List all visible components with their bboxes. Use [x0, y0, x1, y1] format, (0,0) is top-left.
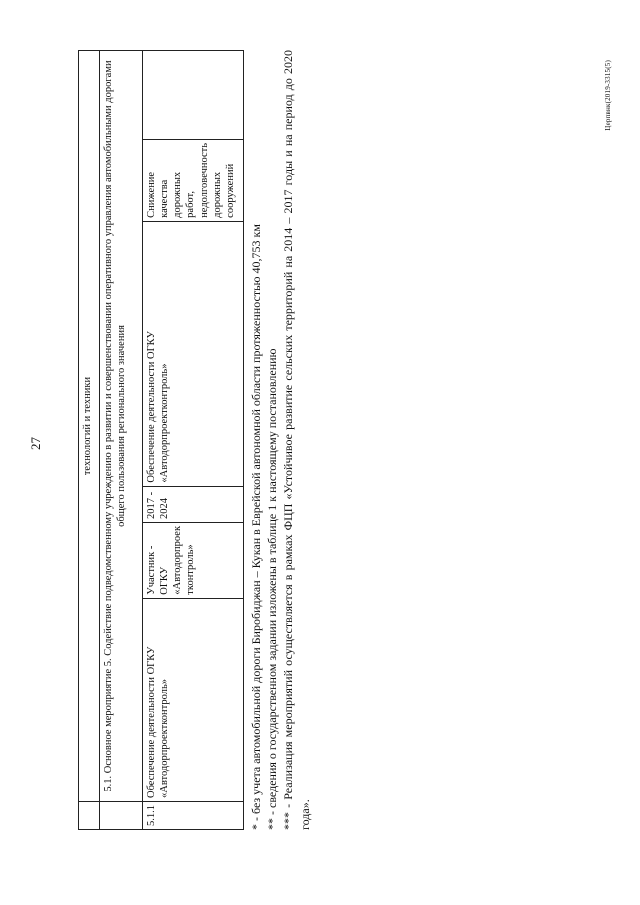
footnote: *** - Реализация мероприятий осуществляется в рамках ФЦП «Устойчивое развитие сельских территорий на 2014 – 2017 годы и на период до 2020 года». [281, 50, 312, 830]
footnote: ** - сведения о государственном задании изложены в таблице 1 к настоящему постановлению [265, 348, 280, 830]
row-number: 5.1.1 [143, 802, 244, 830]
row-period: 2017 - 2024 [143, 486, 244, 522]
footnote: * - без учета автомобильной дороги Биробиджан – Кукан в Еврейской автономной области протяженностью 40,753 км [249, 224, 263, 830]
header-blank-cell [79, 802, 100, 830]
row-result: Обеспечение деятельности ОГКУ «Автодорпроектконтроль» [143, 221, 244, 486]
row-participant: Участник - ОГКУ «Автодорпроек тконтроль» [143, 522, 244, 598]
header-row-text: технологий и техники [79, 51, 100, 802]
header-row [79, 51, 100, 830]
footnotes [248, 50, 313, 830]
table-row [143, 51, 244, 830]
event-blank-cell [100, 802, 143, 830]
rotated-content [78, 50, 328, 830]
page-number: 27 [28, 437, 43, 450]
event-row [100, 51, 143, 830]
activities-table [78, 50, 244, 830]
row-risk: Снижение качества дорожных работ, недолговечность дорожных сооружений [143, 139, 244, 221]
event-title: 5.1. Основное мероприятие 5. Содействие подведомственному учреждению в развитии и совершенствовании оперативного управления автомобильными дорогами общего пользования регионального значения [100, 51, 143, 802]
row-indicator [143, 51, 244, 140]
row-name: Обеспечение деятельности ОГКУ «Автодорпроектконтроль» [143, 598, 244, 801]
document-code: Церпвнк(2019-3315(5) [604, 60, 612, 131]
